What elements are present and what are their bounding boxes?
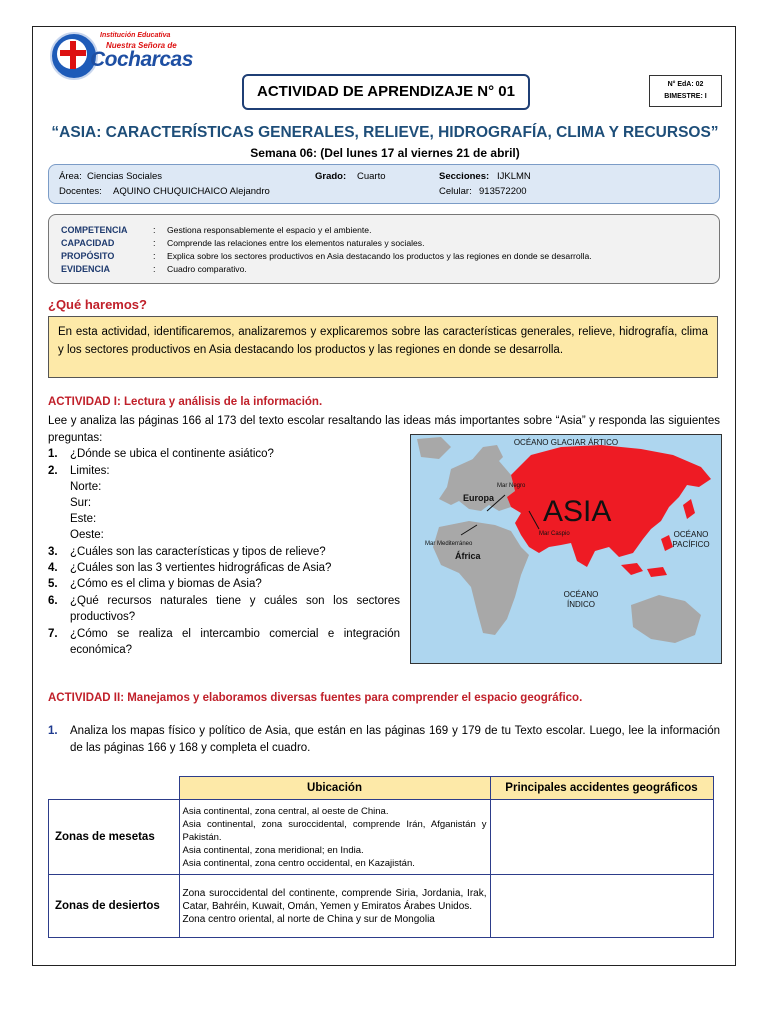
label-asia: ASIA bbox=[543, 495, 612, 528]
desiertos-accidentes-input[interactable] bbox=[490, 875, 713, 938]
eda-number: N° EdA: 02 bbox=[667, 81, 704, 88]
label-pacifico-2: PACÍFICO bbox=[672, 540, 710, 549]
label-indico-1: OCÉANO bbox=[563, 590, 599, 599]
secciones-value: IJKLMN bbox=[497, 171, 531, 182]
grado-value: Cuarto bbox=[357, 171, 386, 182]
main-title: “ASIA: CARACTERÍSTICAS GENERALES, RELIEVE, HIDROGRAFÍA, CLIMA Y RECURSOS” bbox=[51, 124, 719, 141]
label-mar-negro: Mar Negro bbox=[497, 483, 526, 489]
docentes-value: AQUINO CHUQUICHAICO Alejandro bbox=[113, 186, 270, 197]
desiertos-ubicacion: Zona suroccidental del continente, comprende Siria, Jordania, Irak, Catar, Bahréin, Kuwait, Omán, Yemen y Emiratos Árabes Unidos. Zona centro oriental, al norte de China y sur de Mongolia bbox=[179, 875, 490, 938]
table-row bbox=[49, 875, 714, 938]
secciones-label: Secciones: bbox=[439, 171, 490, 182]
info-box bbox=[48, 164, 720, 204]
table-row bbox=[49, 800, 714, 875]
zone-desiertos: Zonas de desiertos bbox=[49, 875, 180, 938]
school-logo bbox=[44, 30, 204, 78]
mesetas-ubicacion: Asia continental, zona central, al oeste de China. Asia continental, zona suroccidental, comprende Irán, Afganistán y Pakistán. Asia continental, zona meridional; en India. Asia continental, zona centro occidental, en Kazajistán. bbox=[179, 800, 490, 875]
activity-title: ACTIVIDAD DE APRENDIZAJE N° 01 bbox=[242, 74, 530, 110]
zones-table bbox=[48, 776, 714, 938]
label-indico-2: ÍNDICO bbox=[567, 600, 595, 609]
celular-label: Celular: bbox=[439, 186, 472, 197]
grado-label: Grado: bbox=[315, 171, 347, 182]
area-value: Ciencias Sociales bbox=[87, 171, 162, 182]
haremos-heading: ¿Qué haremos? bbox=[48, 297, 147, 312]
header-ubicacion: Ubicación bbox=[179, 777, 490, 800]
mesetas-accidentes-input[interactable] bbox=[490, 800, 713, 875]
label-africa: África bbox=[455, 551, 481, 561]
label-europa: Europa bbox=[463, 493, 495, 503]
header-accidentes: Principales accidentes geográficos bbox=[490, 777, 713, 800]
label-pacifico-1: OCÉANO bbox=[673, 530, 709, 539]
step-number: 1. bbox=[48, 725, 58, 737]
competencia-box: COMPETENCIA : Gestiona responsablemente el espacio y el ambiente. CAPACIDAD : Comprende las relaciones entre los elementos naturales y sociales. PROPÓSITO : Explica sobre los sectores productivos en Asia destacando los productos y las regiones en donde se desarrolla. EVIDENCIA : Cuadro comparativo. bbox=[48, 214, 720, 284]
zone-mesetas: Zonas de mesetas bbox=[49, 800, 180, 875]
docentes-label: Docentes: bbox=[59, 186, 102, 197]
eda-code-box bbox=[649, 75, 722, 107]
logo-subtitle: Nuestra Señora de bbox=[106, 41, 177, 50]
bimestre: BIMESTRE: I bbox=[664, 93, 707, 100]
table-header-row bbox=[49, 777, 714, 800]
actividad1-heading: ACTIVIDAD I: Lectura y análisis de la información. bbox=[48, 396, 323, 408]
label-mar-caspio: Mar Caspio bbox=[539, 531, 570, 537]
actividad1-intro: Lee y analiza las páginas 166 al 173 del texto escolar resaltando las ideas más importantes sobre “Asia” y responda las siguientes preguntas: bbox=[48, 415, 720, 444]
asia-map bbox=[410, 434, 722, 664]
logo-institution: Institución Educativa bbox=[100, 32, 171, 39]
logo-name: Cocharcas bbox=[90, 48, 193, 71]
haremos-text: En esta actividad, identificaremos, analizaremos y explicaremos sobre las características generales, relieve, hidrografía, clima y los sectores productivos en Asia destacando los productos y las regiones en donde se desarrolla. bbox=[48, 316, 718, 378]
celular-value: 913572200 bbox=[479, 186, 527, 197]
week-range: Semana 06: (Del lunes 17 al viernes 21 de abril) bbox=[250, 146, 520, 160]
actividad2-heading: ACTIVIDAD II: Manejamos y elaboramos diversas fuentes para comprender el espacio geográfico. bbox=[48, 692, 583, 704]
asia-map-svg bbox=[411, 435, 721, 663]
label-mar-mediterraneo: Mar Mediterráneo bbox=[425, 541, 473, 547]
step-text: Analiza los mapas físico y político de Asia, que están en las páginas 169 y 179 de tu Texto escolar. Luego, lee la información de las páginas 166 y 168 y completa el cuadro. bbox=[70, 725, 720, 754]
area-label: Área: bbox=[59, 171, 82, 182]
label-arctic: OCÉANO GLACIAR ÁRTICO bbox=[513, 438, 619, 447]
